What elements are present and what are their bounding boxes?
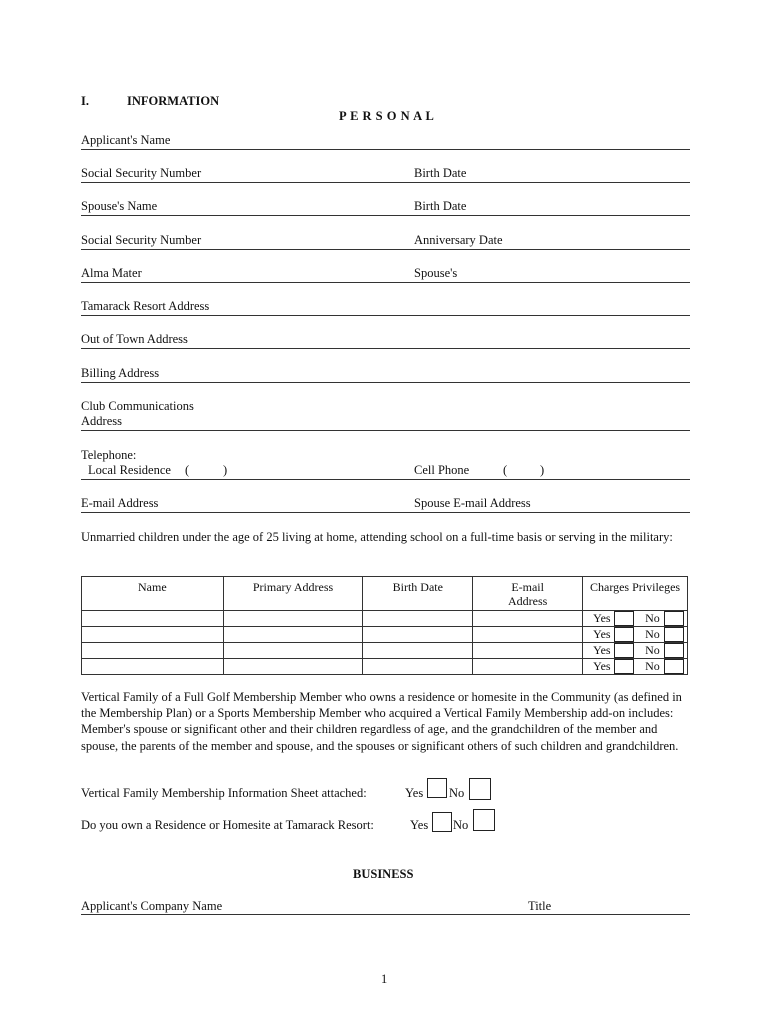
table-row [82,643,688,659]
yes-label: Yes [593,611,611,625]
child-address-cell[interactable] [223,659,363,675]
table-row [82,659,688,675]
spouse-name-label: Spouse's Name [81,199,158,213]
charges-privileges-cell [583,611,688,627]
birth-date-label: Birth Date [414,166,467,180]
children-table [81,576,688,675]
spouse-email-label: Spouse E-mail Address [414,496,531,510]
applicants-name-field[interactable] [81,149,690,150]
q1-label: Vertical Family Membership Information Sheet attached: [81,786,367,800]
q2-no-label: No [453,818,469,832]
child-email-cell[interactable] [473,611,583,627]
child-name-cell[interactable] [82,627,224,643]
email-label: E-mail Address [81,496,159,510]
yes-label: Yes [593,627,611,641]
col-address-header: Primary Address [223,577,363,611]
q1-yes-checkbox[interactable] [427,778,447,798]
col-charges-header: Charges Privileges [583,577,688,611]
child-name-cell[interactable] [82,643,224,659]
col-name-header: Name [82,577,224,611]
club-comm-label-2: Address [81,414,122,428]
vertical-family-text: Vertical Family of a Full Golf Membership Member who owns a residence or homesite in the Community (as defined in the Membership Plan) or a Sports Membership Member who acquired a Vertical Family Membership add-on includes: Member's spouse or significant other and their children regardless of age, and the grandchildren of the member and spouse, the parents of the member and spouse, and the spouses or significant others of such children and grandchildren. [81,690,682,753]
q1-no-checkbox[interactable] [469,778,491,800]
q2-label: Do you own a Residence or Homesite at Tamarack Resort: [81,818,374,832]
child-birthdate-cell[interactable] [363,627,473,643]
company-name-field[interactable] [81,914,690,915]
yes-checkbox[interactable] [614,627,634,642]
q1-no-label: No [449,786,465,800]
table-row [82,627,688,643]
local-paren-close: ) [223,463,228,477]
no-checkbox[interactable] [664,659,684,674]
q2-yes-checkbox[interactable] [432,812,452,832]
child-email-cell[interactable] [473,643,583,659]
child-address-cell[interactable] [223,643,363,659]
spouse-birth-date-label: Birth Date [414,199,467,213]
anniversary-date-label: Anniversary Date [414,233,503,247]
yes-label: Yes [593,643,611,657]
q1-yes-label: Yes [405,786,424,800]
applicants-name-label: Applicant's Name [81,133,171,147]
business-title-label: Title [528,899,552,913]
cell-paren-open: ( [503,463,508,477]
tamarack-address-label: Tamarack Resort Address [81,299,210,313]
out-of-town-address-field[interactable] [81,348,690,349]
alma-mater-field[interactable] [81,282,690,283]
spouses-label: Spouse's [414,266,458,280]
billing-address-field[interactable] [81,382,690,383]
child-birthdate-cell[interactable] [363,659,473,675]
child-birthdate-cell[interactable] [363,611,473,627]
club-comm-label-1: Club Communications [81,399,194,413]
billing-address-label: Billing Address [81,366,160,380]
no-label: No [645,627,660,641]
table-row [82,611,688,627]
cell-paren-close: ) [540,463,545,477]
local-paren-open: ( [185,463,190,477]
q2-yes-label: Yes [410,818,429,832]
children-intro-text: Unmarried children under the age of 25 living at home, attending school on a full-time basis or serving in the military: [81,530,673,544]
club-comm-address-field[interactable] [81,430,690,431]
no-label: No [645,643,660,657]
col-email-header: E-mail Address [473,577,583,611]
local-residence-label: Local Residence [88,463,171,477]
out-of-town-address-label: Out of Town Address [81,332,188,346]
ssn-birthdate-field[interactable] [81,182,690,183]
yes-checkbox[interactable] [614,611,634,626]
no-checkbox[interactable] [664,627,684,642]
child-name-cell[interactable] [82,611,224,627]
spouse-ssn-label: Social Security Number [81,233,202,247]
email-field[interactable] [81,512,690,513]
yes-checkbox[interactable] [614,643,634,658]
child-address-cell[interactable] [223,627,363,643]
tamarack-address-field[interactable] [81,315,690,316]
col-birthdate-header: Birth Date [363,577,473,611]
charges-privileges-cell [583,627,688,643]
charges-privileges-cell [583,643,688,659]
charges-privileges-cell [583,659,688,675]
spouse-ssn-field[interactable] [81,249,690,250]
yes-checkbox[interactable] [614,659,634,674]
section-title: INFORMATION [127,94,220,108]
q2-no-checkbox[interactable] [473,809,495,831]
cell-phone-label: Cell Phone [414,463,470,477]
child-address-cell[interactable] [223,611,363,627]
child-email-cell[interactable] [473,627,583,643]
child-birthdate-cell[interactable] [363,643,473,659]
spouse-name-field[interactable] [81,215,690,216]
company-name-label: Applicant's Company Name [81,899,223,913]
business-heading: BUSINESS [353,867,414,881]
no-label: No [645,659,660,673]
page-number: 1 [381,972,388,986]
child-name-cell[interactable] [82,659,224,675]
child-email-cell[interactable] [473,659,583,675]
telephone-field[interactable] [81,479,690,480]
section-number: I. [81,94,89,108]
alma-mater-label: Alma Mater [81,266,142,280]
no-label: No [645,611,660,625]
no-checkbox[interactable] [664,611,684,626]
telephone-label: Telephone: [81,448,137,462]
section-subtitle: P E R S O N A L [339,109,435,123]
no-checkbox[interactable] [664,643,684,658]
ssn-label: Social Security Number [81,166,202,180]
yes-label: Yes [593,659,611,673]
